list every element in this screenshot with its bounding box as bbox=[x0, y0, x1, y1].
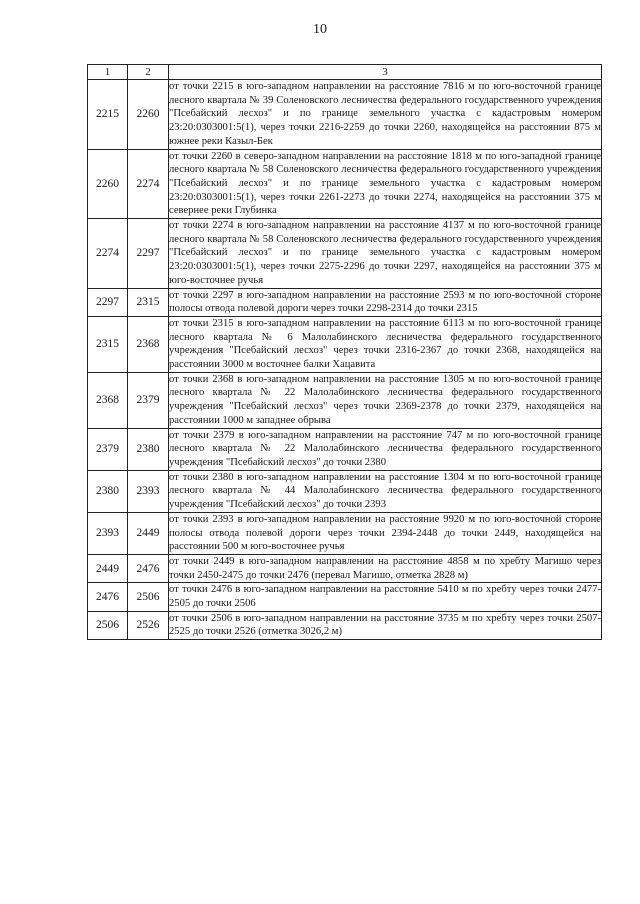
to-point-cell: 2315 bbox=[128, 288, 169, 316]
to-point-cell: 2368 bbox=[128, 316, 169, 372]
description-cell: от точки 2379 в юго-западном направлении на расстояние 747 м по юго-восточной границе лесного квартала № 22 Малолабинского лесничества федерального государственного учреждения "Псебайский лесхоз" до точки 2380 bbox=[169, 428, 602, 470]
from-point-cell: 2215 bbox=[88, 80, 128, 150]
to-point-cell: 2380 bbox=[128, 428, 169, 470]
description-cell: от точки 2215 в юго-западном направлении на расстояние 7816 м по юго-восточной границе лесного квартала № 39 Соленовского лесничества федерального государственного учреждения "Псебайский лесхоз" и по границе земельного участка с кадастровым номером 23:20:0303001:5(1), через точки 2216-2259 до точки 2260, находящейся на расстоянии 875 м южнее реки Казыл-Бек bbox=[169, 80, 602, 150]
description-cell: от точки 2297 в юго-западном направлении на расстояние 2593 м по юго-восточной стороне полосы отвода полевой дороги через точки 2298-2314 до точки 2315 bbox=[169, 288, 602, 316]
table-row bbox=[88, 428, 602, 470]
table-row bbox=[88, 149, 602, 219]
to-point-cell: 2449 bbox=[128, 512, 169, 554]
page-number: 10 bbox=[313, 22, 327, 37]
to-point-cell: 2526 bbox=[128, 611, 169, 639]
from-point-cell: 2315 bbox=[88, 316, 128, 372]
from-point-cell: 2380 bbox=[88, 470, 128, 512]
description-cell: от точки 2476 в юго-западном направлении на расстояние 5410 м по хребту через точки 2477-2505 до точки 2506 bbox=[169, 583, 602, 611]
description-cell: от точки 2393 в юго-западном направлении на расстояние 9920 м по юго-восточной стороне полосы отвода полевой дороги через точки 2394-2448 до точки 2449, находящейся на расстоянии 500 м юго-восточнее ручья bbox=[169, 512, 602, 554]
to-point-cell: 2260 bbox=[128, 80, 169, 150]
description-cell: от точки 2315 в юго-западном направлении на расстояние 6113 м по юго-восточной границе лесного квартала № 6 Малолабинского лесничества федерального государственного учреждения "Псебайский лесхоз" через точки 2316-2367 до точки 2368, находящейся на расстоянии 3000 м восточнее балки Хацавита bbox=[169, 316, 602, 372]
column-header-description: 3 bbox=[169, 65, 602, 80]
to-point-cell: 2506 bbox=[128, 583, 169, 611]
description-cell: от точки 2380 в юго-западном направлении на расстояние 1304 м по юго-восточной границе лесного квартала № 44 Малолабинского лесничества федерального государственного учреждения "Псебайский лесхоз" до точки 2393 bbox=[169, 470, 602, 512]
description-cell: от точки 2274 в юго-западном направлении на расстояние 4137 м по юго-восточной границе лесного квартала № 58 Соленовского лесничества федерального государственного учреждения "Псебайский лесхоз" и по границе земельного участка с кадастровым номером 23:20:0303001:5(1), через точки 2275-2296 до точки 2297, находящейся на расстоянии 375 м юго-восточнее ручья bbox=[169, 219, 602, 289]
to-point-cell: 2379 bbox=[128, 372, 169, 428]
from-point-cell: 2379 bbox=[88, 428, 128, 470]
description-cell: от точки 2260 в северо-западном направлении на расстояние 1818 м по юго-западной границе лесного квартала № 58 Соленовского лесничества федерального государственного учреждения "Псебайский лесхоз" и по границе земельного участка с кадастровым номером 23:20:0303001:5(1), через точки 2261-2273 до точки 2274, находящейся на расстоянии 375 м севернее реки Глубинка bbox=[169, 149, 602, 219]
to-point-cell: 2476 bbox=[128, 554, 169, 582]
table-row bbox=[88, 316, 602, 372]
table-row bbox=[88, 80, 602, 150]
table-row bbox=[88, 611, 602, 639]
to-point-cell: 2393 bbox=[128, 470, 169, 512]
table-row bbox=[88, 583, 602, 611]
to-point-cell: 2297 bbox=[128, 219, 169, 289]
boundary-description-table bbox=[87, 64, 602, 640]
table-row bbox=[88, 470, 602, 512]
from-point-cell: 2476 bbox=[88, 583, 128, 611]
table-row bbox=[88, 512, 602, 554]
description-cell: от точки 2449 в юго-западном направлении на расстояние 4858 м по хребту Магишо через точки 2450-2475 до точки 2476 (перевал Магишо, отметка 2828 м) bbox=[169, 554, 602, 582]
from-point-cell: 2297 bbox=[88, 288, 128, 316]
table-row bbox=[88, 219, 602, 289]
from-point-cell: 2368 bbox=[88, 372, 128, 428]
table-row bbox=[88, 372, 602, 428]
description-cell: от точки 2506 в юго-западном направлении на расстояние 3735 м по хребту через точки 2507-2525 до точки 2526 (отметка 3026,2 м) bbox=[169, 611, 602, 639]
from-point-cell: 2274 bbox=[88, 219, 128, 289]
column-header-from-point: 1 bbox=[88, 65, 128, 80]
to-point-cell: 2274 bbox=[128, 149, 169, 219]
table-row bbox=[88, 554, 602, 582]
from-point-cell: 2449 bbox=[88, 554, 128, 582]
column-header-to-point: 2 bbox=[128, 65, 169, 80]
description-cell: от точки 2368 в юго-западном направлении на расстояние 1305 м по юго-восточной границе лесного квартала № 22 Малолабинского лесничества федерального государственного учреждения "Псебайский лесхоз" через точки 2369-2378 до точки 2379, находящейся на расстоянии 1000 м западнее обрыва bbox=[169, 372, 602, 428]
from-point-cell: 2506 bbox=[88, 611, 128, 639]
from-point-cell: 2260 bbox=[88, 149, 128, 219]
table-header-row bbox=[88, 65, 602, 80]
table-row bbox=[88, 288, 602, 316]
from-point-cell: 2393 bbox=[88, 512, 128, 554]
